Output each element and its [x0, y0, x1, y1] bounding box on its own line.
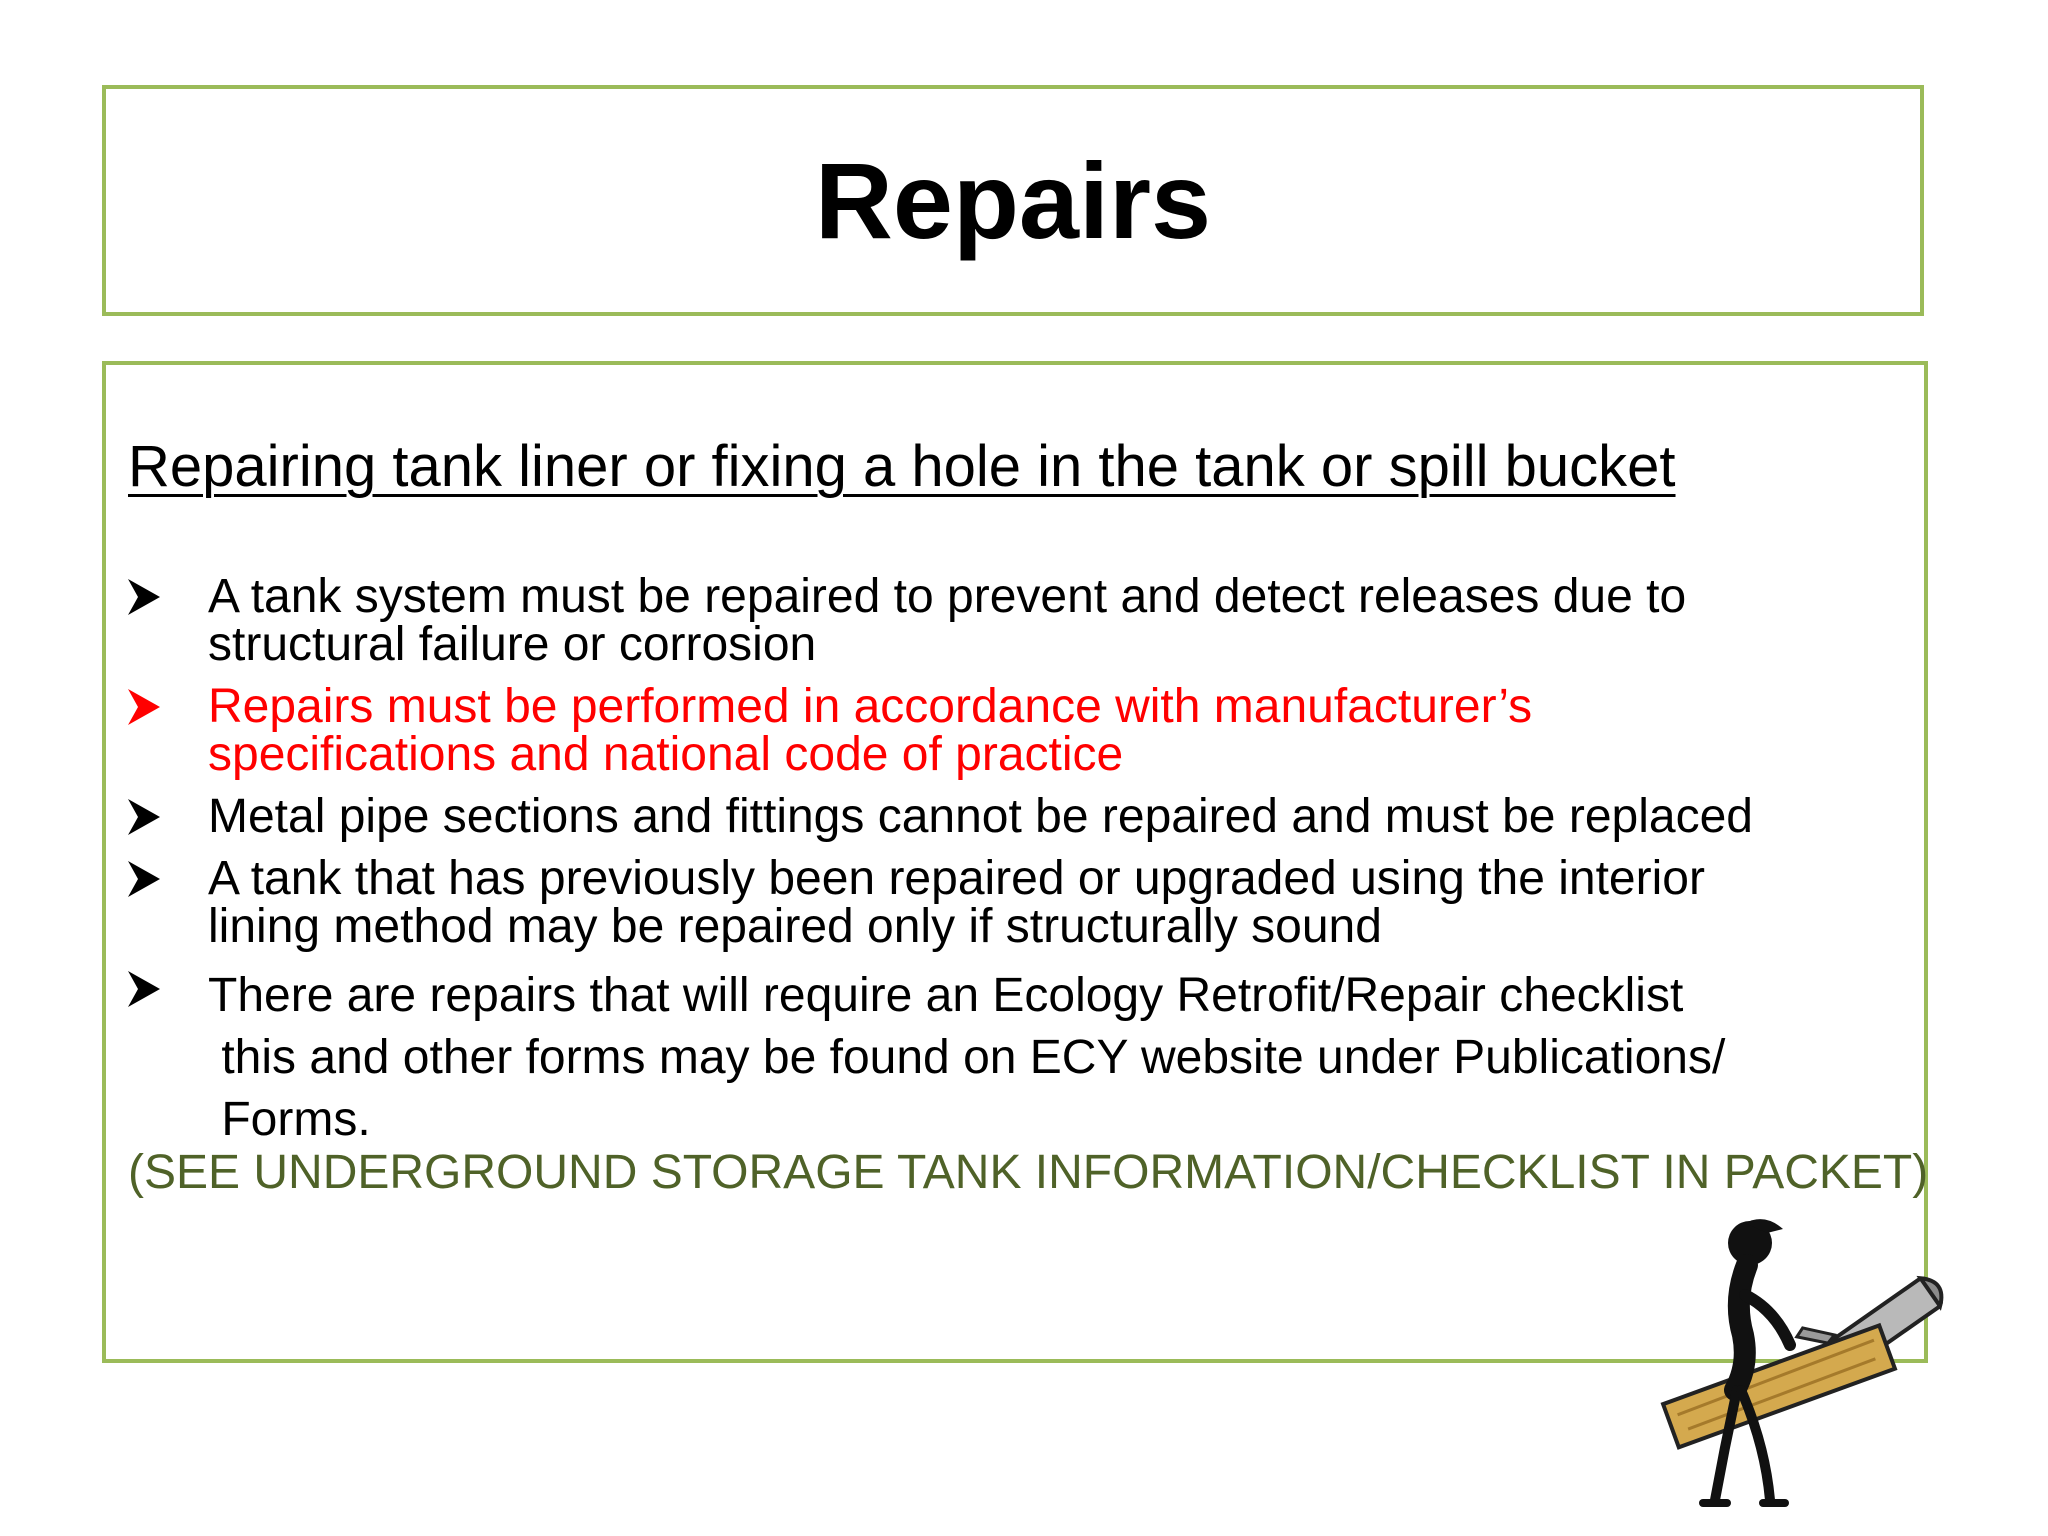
- arrow-bullet-icon: [126, 577, 162, 617]
- arrow-bullet-icon: [126, 687, 162, 727]
- arrow-bullet-icon: [126, 969, 162, 1009]
- bullet-line: lining method may be repaired only if structurally sound: [208, 900, 1382, 953]
- bullet-item-highlighted: [126, 680, 1926, 781]
- bullet-item: [126, 790, 1926, 843]
- bullet-line: Forms.: [208, 1093, 371, 1146]
- title-frame: [102, 85, 1924, 316]
- arrow-bullet-icon: [126, 859, 162, 899]
- bullet-item: [126, 570, 1926, 671]
- bullet-line: specifications and national code of practice: [208, 728, 1124, 781]
- arrow-bullet-icon: [126, 797, 162, 837]
- worker-carrying-hammer-icon: [1655, 1215, 1975, 1515]
- bullet-line: There are repairs that will require an Ecology Retrofit/Repair checklist: [208, 969, 1684, 1022]
- bullet-line: Metal pipe sections and fittings cannot be repaired and must be replaced: [208, 790, 1753, 843]
- bullet-item: [126, 965, 1926, 1151]
- bullet-line: A tank that has previously been repaired or upgraded using the interior: [208, 852, 1705, 905]
- bullet-line: this and other forms may be found on ECY website under Publications/: [208, 1031, 1726, 1084]
- slide-title: Repairs: [814, 139, 1212, 261]
- content-frame: [102, 361, 1928, 1363]
- bullet-line: structural failure or corrosion: [208, 618, 817, 671]
- bullet-item: [126, 852, 1926, 953]
- section-heading: Repairing tank liner or fixing a hole in the tank or spill bucket: [128, 434, 1676, 499]
- packet-note: (SEE UNDERGROUND STORAGE TANK INFORMATION/CHECKLIST IN PACKET): [128, 1146, 1929, 1199]
- bullet-line: Repairs must be performed in accordance with manufacturer’s: [208, 680, 1533, 733]
- bullet-list: [126, 570, 1926, 1165]
- bullet-line: A tank system must be repaired to prevent and detect releases due to: [208, 570, 1687, 623]
